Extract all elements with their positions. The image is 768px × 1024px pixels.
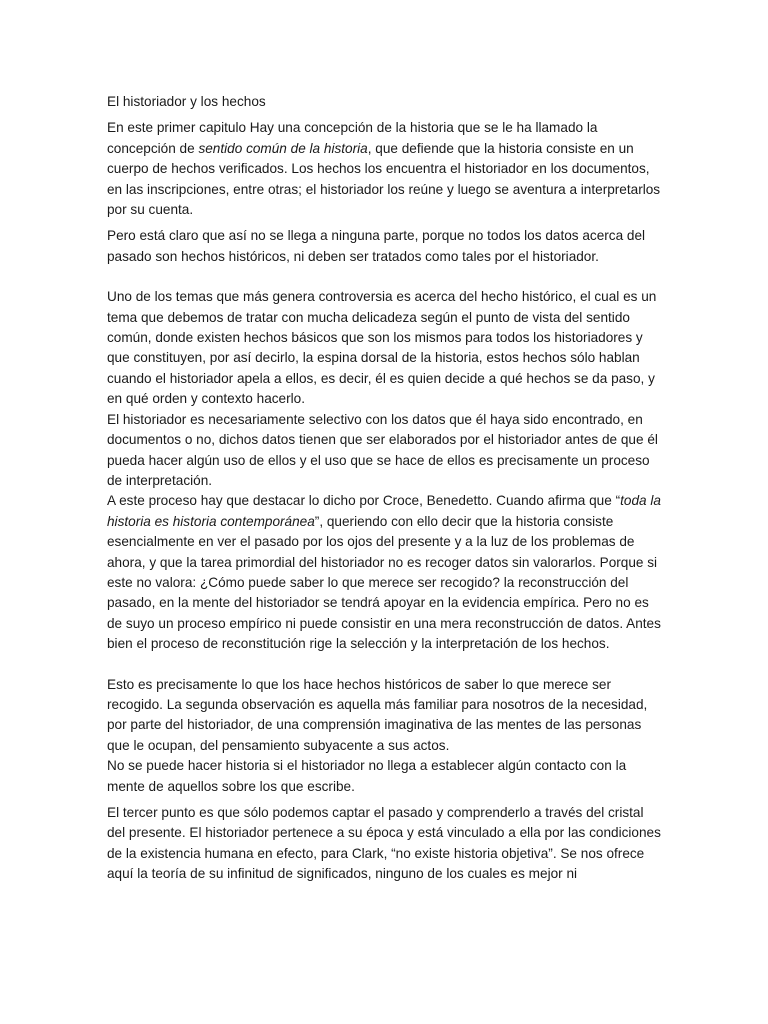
document-title: El historiador y los hechos (107, 94, 266, 109)
paragraph-5-text-a: A este proceso hay que destacar lo dicho por Croce, Benedetto. Cuando afirma que “ (107, 493, 621, 509)
document-page (107, 92, 663, 885)
paragraph-1-italic: sentido común de la historia (198, 140, 368, 156)
paragraph-6: Esto es precisamente lo que los hace hechos históricos de saber lo que merece ser recogido. La segunda observación es aquella más familiar para nosotros de la necesidad, por parte del historiador, de una comprensión imaginativa de las mentes de las personas que le ocupan, del pensamiento subyacente a sus actos. (107, 676, 648, 753)
paragraph-5-text-b: ”, queriendo con ello decir que la historia consiste esencialmente en ver el pasado por los ojos del presente y a la luz de los problemas de ahora, y que la tarea primordial del historiador no es recoger datos sin valorarlos. Porque si este no valora: ¿Cómo puede saber lo que merece ser recogido? la reconstrucción del pasado, en la mente del historiador se tendrá apoyar en la evidencia empírica. Pero no es de suyo un proceso empírico ni puede consistir en una mera reconstrucción de datos. Antes bien el proceso de reconstitución rige la selección y la interpretación de los hechos. (107, 513, 661, 652)
paragraph-7: No se puede hacer historia si el historiador no llega a establecer algún contacto con la mente de aquellos sobre los que escribe. (107, 758, 627, 794)
paragraph-1 (107, 118, 663, 220)
paragraph-5-italic: toda la historia es historia contemporánea (107, 493, 661, 529)
paragraph-1-text-b: , que defiende que la historia consiste en un cuerpo de hechos verificados. Los hechos los encuentra el historiador en los documentos, en las inscripciones, entre otras; el historiador los reúne y luego se aventura a interpretarlos por su cuenta. (107, 140, 661, 218)
paragraph-8: El tercer punto es que sólo podemos captar el pasado y comprenderlo a través del cristal del presente. El historiador pertenece a su época y está vinculado a ella por las condiciones de la existencia humana en efecto, para Clark, “no existe historia objetiva”. Se nos ofrece aquí la teoría de su infinitud de significados, ninguno de los cuales es mejor ni (107, 805, 661, 882)
paragraph-4: El historiador es necesariamente selectivo con los datos que él haya sido encontrado, en documentos o no, dichos datos tienen que ser elaborados por el historiador antes de que él pueda hacer algún uso de ellos y el uso que se hace de ellos es precisamente un proceso de interpretación. (107, 411, 658, 488)
paragraph-2: Pero está claro que así no se llega a ninguna parte, porque no todos los datos acerca del pasado son hechos históricos, ni deben ser tratados como tales por el historiador. (107, 228, 646, 264)
paragraph-3: Uno de los temas que más genera controversia es acerca del hecho histórico, el cual es un tema que debemos de tratar con mucha delicadeza según el punto de vista del sentido común, donde existen hechos básicos que son los mismos para todos los historiadores y que constituyen, por así decirlo, la espina dorsal de la historia, estos hechos sólo hablan cuando el historiador apela a ellos, es decir, él es quien decide a qué hechos se da paso, y en qué orden y contexto hacerlo. (107, 289, 657, 407)
paragraph-1-text-a: En este primer capitulo Hay una concepción de la historia que se le ha llamado la concepción de (107, 120, 598, 156)
paragraph-5 (107, 491, 663, 654)
